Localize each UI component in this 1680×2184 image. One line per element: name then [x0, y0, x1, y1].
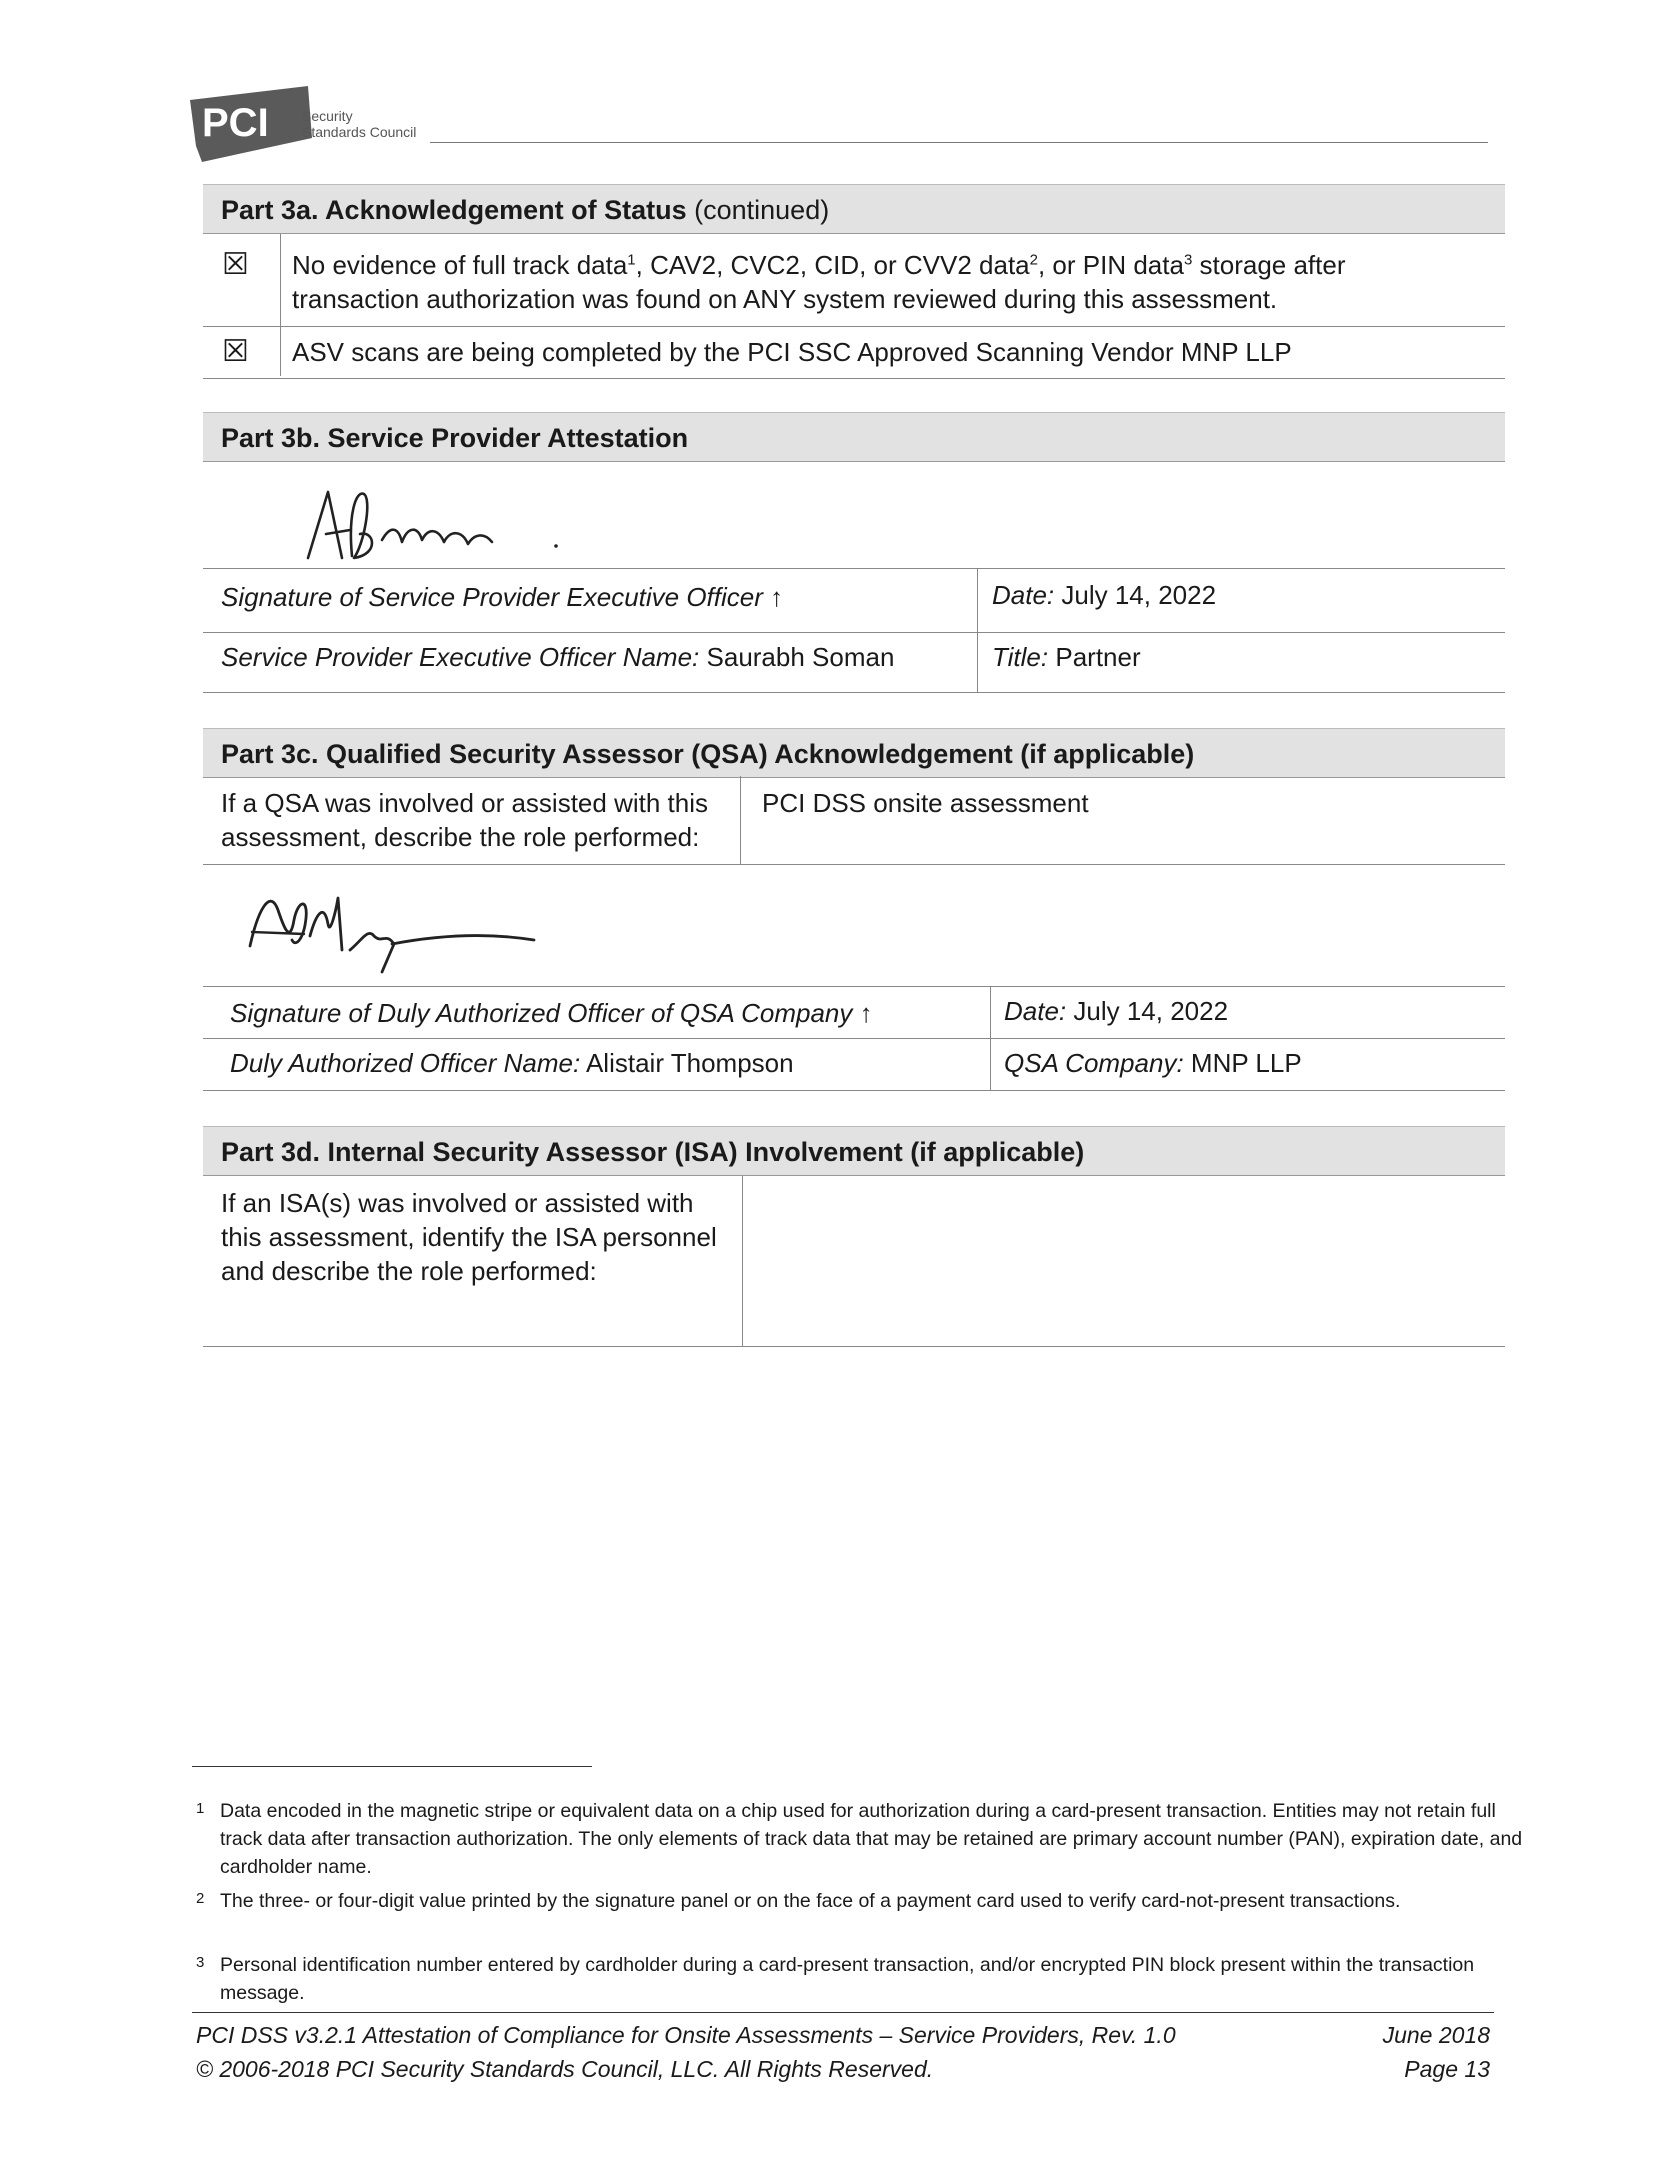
qsa-date: Date: July 14, 2022	[1004, 996, 1229, 1026]
section-header-part3c	[203, 728, 1505, 778]
part3a-title: Part 3a. Acknowledgement of Status (continued)	[221, 195, 830, 225]
divider	[280, 234, 281, 376]
divider	[977, 568, 978, 692]
logo-line-2: Standards Council	[302, 124, 417, 140]
part3c-title: Part 3c. Qualified Security Assessor (QSA) Acknowledgement (if applicable)	[221, 739, 1195, 769]
part3a-row2: ASV scans are being completed by the PCI SSC Approved Scanning Vendor MNP LLP	[292, 337, 1292, 367]
qsa-sig-label: Signature of Duly Authorized Officer of QSA Company ↑	[230, 998, 873, 1028]
qsa-role-question-line1: If a QSA was involved or assisted with this	[221, 788, 708, 818]
isa-question-line1: If an ISA(s) was involved or assisted with	[221, 1188, 694, 1218]
footer-copyright: © 2006-2018 PCI Security Standards Council, LLC. All Rights Reserved.	[196, 2056, 934, 2082]
header-rule	[430, 142, 1488, 143]
footnote-2-text: The three- or four-digit value printed by the signature panel or on the face of a payment card used to verify card-not-present transactions.	[220, 1890, 1401, 1912]
checkbox-row1[interactable]: ☒	[222, 248, 249, 281]
qsa-role-value: PCI DSS onsite assessment	[762, 788, 1089, 818]
footnote-3-text: Personal identification number entered by cardholder during a card-present transaction, and/or encrypted PIN block present within the transaction message.	[220, 1954, 1475, 2004]
logo-letters: PCI	[202, 101, 269, 145]
arrow-up-icon: ↑	[859, 998, 873, 1028]
section-header-part3b	[203, 412, 1505, 462]
divider	[740, 776, 741, 864]
footnote-1-text: Data encoded in the magnetic stripe or equivalent data on a chip used for authorization during a card-present transaction. Entities may not retain full track data after transaction authorization. The only elements of track data that may be retained are primary account number (PAN), expiration date, and cardholder name.	[220, 1800, 1523, 1878]
section-header-part3d	[203, 1126, 1505, 1176]
row-divider	[203, 1090, 1505, 1091]
row-divider	[203, 568, 1505, 569]
footer-document-title: PCI DSS v3.2.1 Attestation of Compliance for Onsite Assessments – Service Providers, Rev. 1.0	[196, 2022, 1176, 2048]
part3a-row1-line1: No evidence of full track data$^1$, CAV2, CVC2, CID, or CVV2 data$^2$, or PIN data$^3$ storage after	[292, 250, 1346, 280]
row-divider	[203, 692, 1505, 693]
footer-page-number: Page 13	[1404, 2056, 1490, 2082]
row-divider	[203, 326, 1505, 327]
isa-question-line2: this assessment, identify the ISA personnel	[221, 1222, 717, 1252]
qsa-company: QSA Company: MNP LLP	[1004, 1048, 1302, 1078]
exec-date: Date: July 14, 2022	[992, 580, 1217, 610]
row-divider	[203, 1038, 1505, 1039]
row-divider	[203, 632, 1505, 633]
exec-name: Service Provider Executive Officer Name: Saurabh Soman	[221, 642, 895, 672]
exec-sig-label: Signature of Service Provider Executive Officer ↑	[221, 582, 784, 612]
divider	[742, 1176, 743, 1346]
checkbox-row2[interactable]: ☒	[222, 335, 249, 368]
part3a-row1-line2: transaction authorization was found on ANY system reviewed during this assessment.	[292, 284, 1278, 314]
arrow-up-icon: ↑	[770, 582, 784, 612]
signature-executive-officer	[298, 478, 578, 568]
signature-qsa-officer	[244, 880, 544, 980]
row-divider	[203, 864, 1505, 865]
qsa-officer-name: Duly Authorized Officer Name: Alistair Thompson	[230, 1048, 794, 1078]
logo-line-1: Security	[302, 108, 353, 124]
footnote-separator	[192, 1766, 592, 1767]
qsa-role-question-line2: assessment, describe the role performed:	[221, 822, 700, 852]
part3b-title: Part 3b. Service Provider Attestation	[221, 423, 689, 453]
footer-rule	[192, 2012, 1494, 2013]
isa-question-line3: and describe the role performed:	[221, 1256, 597, 1286]
footnote-1-number: 1	[196, 1800, 205, 1817]
part3d-title: Part 3d. Internal Security Assessor (ISA) Involvement (if applicable)	[221, 1137, 1085, 1167]
pci-logo-icon	[188, 84, 318, 164]
footnote-3-number: 3	[196, 1954, 205, 1971]
footnote-2-number: 2	[196, 1890, 205, 1907]
row-divider	[203, 378, 1505, 379]
row-divider	[203, 986, 1505, 987]
row-divider	[203, 1346, 1505, 1347]
pci-logo	[188, 84, 318, 164]
footer-date: June 2018	[1382, 2022, 1490, 2048]
logo-text	[302, 108, 416, 140]
exec-title: Title: Partner	[992, 642, 1141, 672]
section-header-part3a	[203, 184, 1505, 234]
